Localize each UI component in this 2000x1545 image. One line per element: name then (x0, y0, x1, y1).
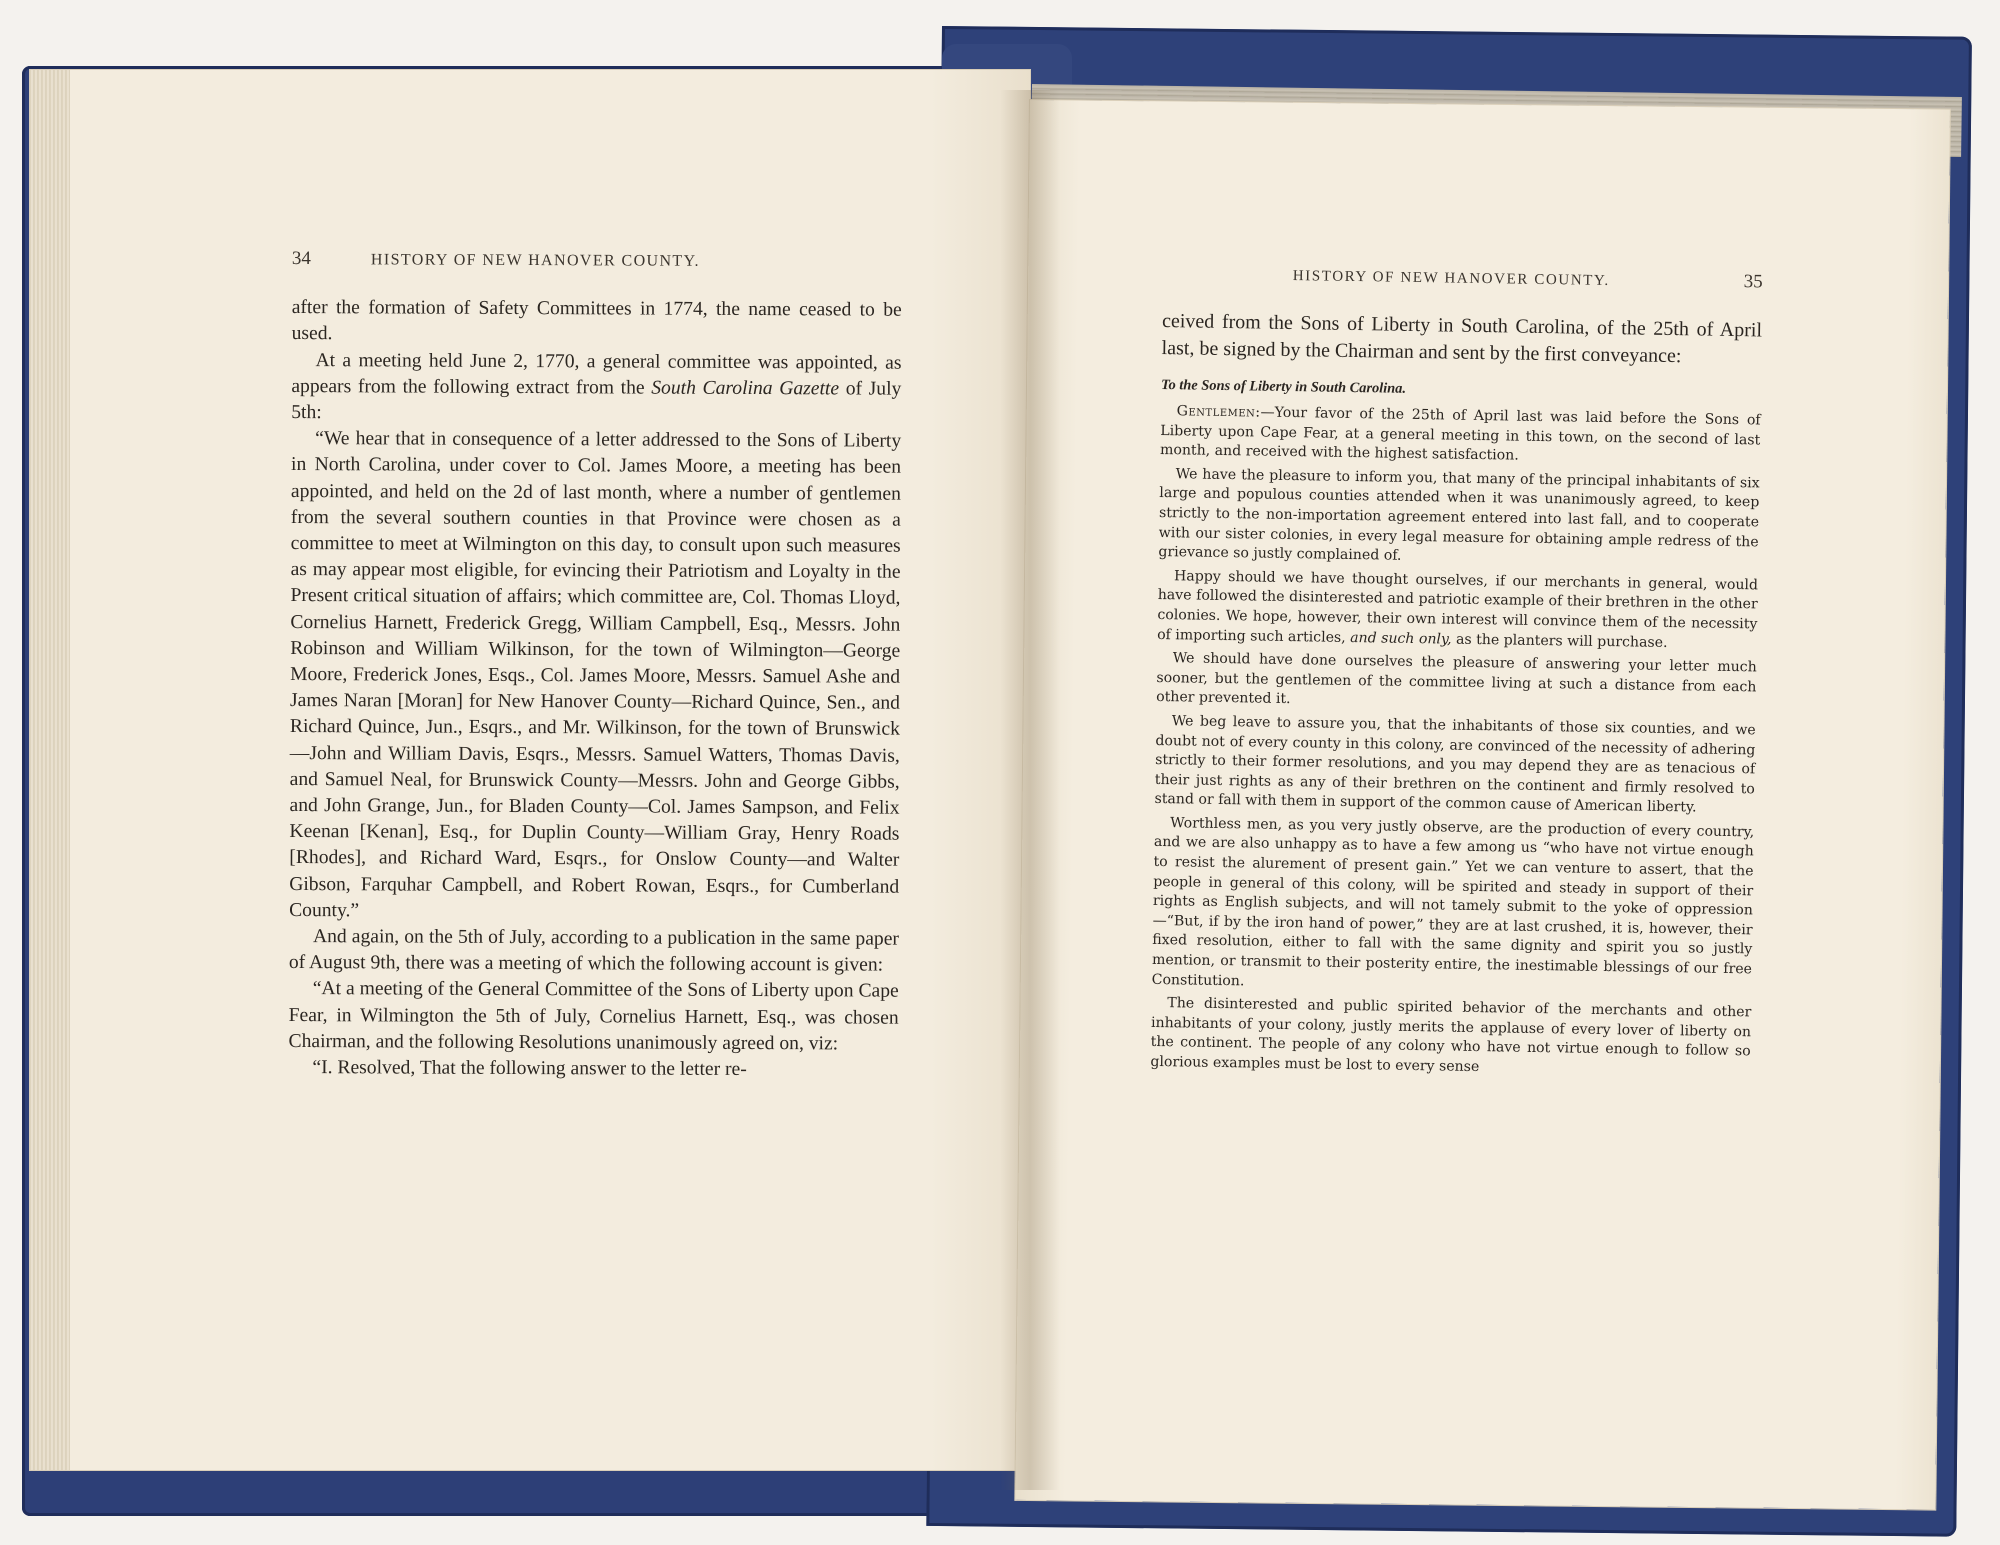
paragraph: “I. Resolved, That the following answer to the letter re- (312, 1057, 747, 1081)
letter-paragraph: We beg leave to assure you, that the inhabitants of those six counties, and we doubt not of every county in this colony, are convinced of the necessity of adhering strictly to their former resolutions, and you may depend they are as tenacious of their just rights as any of their brethren on the continent and firmly resolved to stand or fall with them in support of the common cause of American liberty. (1154, 713, 1756, 816)
left-running-head (292, 246, 902, 276)
letter-paragraph: Gentlemen:—Your favor of the 25th of April last was laid before the Sons of Liberty upon Cape Fear, at a general meeting in this town, on the second of last month, and received with the highest satisfaction. (1159, 403, 1761, 464)
greeting: Gentlemen: (1176, 403, 1261, 421)
letter-salutation: To the Sons of Liberty in South Carolina. (1160, 376, 1407, 397)
gutter-shadow (1000, 90, 1060, 1490)
left-head-title: HISTORY OF NEW HANOVER COUNTY. (370, 251, 700, 270)
paragraph: “At a meeting of the General Committee of the Sons of Liberty upon Cape Fear, in Wilmington the 5th of July, Cornelius Harnett, Esq., was chosen Chairman, and the following Resolutions unanimously agreed on, viz: (288, 978, 899, 1055)
gazette-title: South Carolina Gazette (651, 377, 840, 400)
letter-paragraph: The disinterested and public spirited behavior of the merchants and other inhabitants of your colony, justly merits the applause of every lover of liberty on the continent. The people of any colony who have not virtue enough to follow so glorious examples must be lost to every sense (1150, 995, 1752, 1076)
left-page-edges (30, 70, 70, 1470)
letter-paragraph: Happy should we have thought ourselves, if our merchants in general, would have followed the disinterested and patriotic example of their brethren in the other colonies. We hope, however, their own interest will convince them of the necessity of importing such articles, and such only, as the planters will purchase. (1157, 567, 1759, 651)
right-page-text (1150, 262, 1763, 1086)
paragraph: after the formation of Safety Committees in 1774, the name ceased to be used. (291, 297, 902, 345)
letter-paragraph: Worthless men, as you very justly observe, are the production of every country, and we are also unhappy as to have a few among us “who have not virtue enough to resist the alurement of present gain.” Yet we can venture to assert, that the people in general of this colony, will be spirited and steady in support of their rights as English subjects, and will not tamely submit to the yoke of oppression—“But, if by the iron hand of power,” they are at last crushed, it is, however, their fixed resolution, either to fall with the same dignity and spirit you so justly mention, or transmit to their posterity entire, the inestimable blessings of our free Constitution. (1151, 815, 1755, 989)
right-head-title: HISTORY OF NEW HANOVER COUNTY. (1292, 268, 1610, 290)
left-page-number: 34 (291, 247, 311, 270)
right-page-number: 35 (1743, 271, 1763, 293)
letter-body (1150, 402, 1760, 1082)
lead-paragraph: ceived from the Sons of Liberty in South Carolina, of the 25th of April last, be signed by the Chairman and sent by the first conveyance: (1161, 309, 1763, 367)
italic-phrase: and such only, (1350, 629, 1452, 648)
left-page-text (288, 246, 902, 1084)
paragraph: “We hear that in consequence of a letter addressed to the Sons of Liberty in North Carolina, under cover to Col. James Moore, a meeting has been appointed, and held on the 2d of last month, where a number of gentlemen from the several southern counties in that Province were chosen as a committee to meet at Wilmington on this day, to consult upon such measures as may appear most eligible, for evincing their Patriotism and Loyalty in the Present critical situation of affairs; which committee are, Col. Thomas Lloyd, Cornelius Harnett, Frederick Gregg, William Campbell, Esq., Messrs. John Robinson and William Wilkinson, for the town of Wilmington—George Moore, Frederick Jones, Esqs., Col. James Moore, Messrs. Samuel Ashe and James Naran [Moran] for New Hanover County—Richard Quince, Sen., and Richard Quince, Jun., Esqrs., and Mr. Wilkinson, for the town of Brunswick—John and William Davis, Esqrs., Messrs. Samuel Watters, Thomas Davis, and Samuel Neal, for Brunswick County—Messrs. John and George Gibbs, and John Grange, Jun., for Bladen County—Col. James Sampson, and Felix Keenan [Kenan], Esq., for Duplin County—William Gray, Henry Roads [Rhodes], and Richard Ward, Esqrs., for Onslow County—and Walter Gibson, Farquhar Campbell, and Robert Rowan, Esqrs., for Cumberland County.” (289, 428, 902, 922)
letter-paragraph: We should have done ourselves the pleasure of answering your letter much sooner, but the gentlemen of the committee living at such a distance from each other prevented it. (1156, 650, 1757, 708)
paragraph: At a meeting held June 2, 1770, a general committee was appointed, as appears from the following extract from the South Carolina Gazette of July 5th: (291, 349, 902, 424)
paragraph: And again, on the 5th of July, according to a publication in the same paper of August 9th, there was a meeting of which the following account is given: (288, 926, 900, 976)
letter-paragraph: We have the pleasure to inform you, that many of the principal inhabitants of six large and populous counties attended when it was unanimously agreed, to keep strictly to the non-importation agreement entered into last fall, and to cooperate with our sister colonies, in every legal measure for obtaining ample redress of the grievance so justly complained of. (1158, 466, 1760, 564)
